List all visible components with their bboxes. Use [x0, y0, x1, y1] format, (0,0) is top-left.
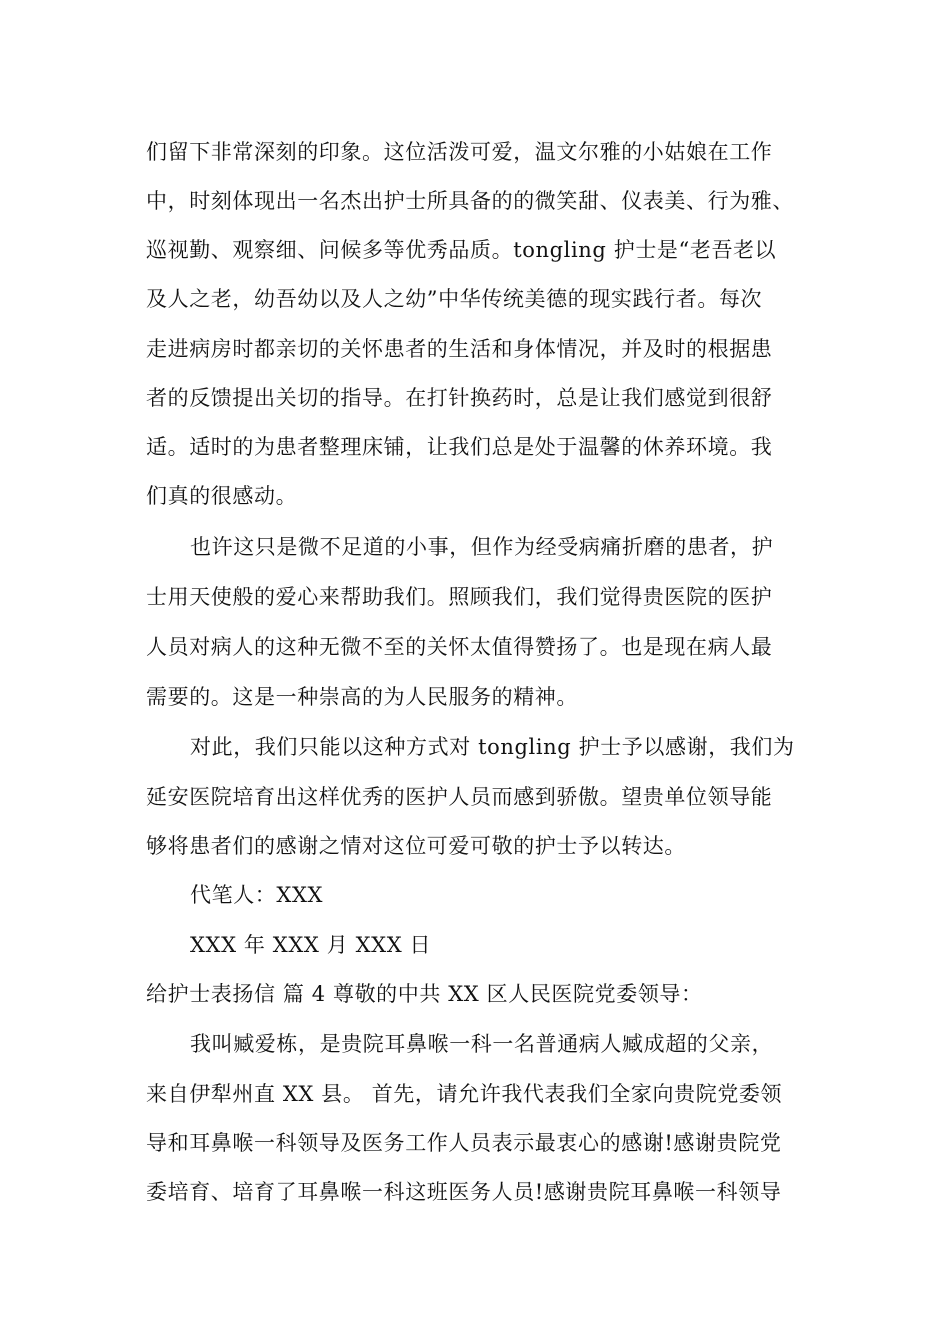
text-line-1: 们留下非常深刻的印象。这位活泼可爱，温文尔雅的小姑娘在工作 [146, 140, 773, 164]
text-line-13: 对此，我们只能以这种方式对 tongling 护士予以感谢，我们为 [190, 735, 795, 759]
text-line-2: 中，时刻体现出一名杰出护士所具备的的微笑甜、仪表美、行为雅、 [146, 189, 794, 213]
text-line-12: 需要的。这是一种崇高的为人民服务的精神。 [146, 685, 578, 709]
text-line-21: 导和耳鼻喉一科领导及医务工作人员表示最衷心的感谢!感谢贵院党 [146, 1131, 782, 1155]
text-line-6: 者的反馈提出关切的指导。在打针换药时，总是让我们感觉到很舒 [146, 386, 773, 410]
text-line-20: 来自伊犁州直 XX 县。 首先，请允许我代表我们全家向贵院党委领 [146, 1082, 783, 1106]
signature-line: 代笔人：XXX [190, 883, 324, 907]
text-line-19: 我叫臧爱栋，是贵院耳鼻喉一科一名普通病人臧成超的父亲， [190, 1032, 774, 1056]
text-line-14: 延安医院培育出这样优秀的医护人员而感到骄傲。望贵单位领导能 [146, 785, 773, 809]
text-line-10: 士用天使般的爱心来帮助我们。照顾我们，我们觉得贵医院的医护 [146, 585, 773, 609]
text-line-7: 适。适时的为患者整理床铺，让我们总是处于温馨的休养环境。我 [146, 435, 773, 459]
section-heading-line: 给护士表扬信 篇 4 尊敬的中共 XX 区人民医院党委领导： [146, 982, 703, 1006]
text-line-22: 委培育、培育了耳鼻喉一科这班医务人员!感谢贵院耳鼻喉一科领导 [146, 1180, 782, 1204]
text-line-9: 也许这只是微不足道的小事，但作为经受病痛折磨的患者，护 [190, 535, 774, 559]
text-line-11: 人员对病人的这种无微不至的关怀太值得赞扬了。也是现在病人最 [146, 635, 773, 659]
text-line-4: 及人之老，幼吾幼以及人之幼”中华传统美德的现实践行者。每次 [146, 287, 763, 311]
text-line-5: 走进病房时都亲切的关怀患者的生活和身体情况，并及时的根据患 [146, 337, 773, 361]
text-line-15: 够将患者们的感谢之情对这位可爱可敬的护士予以转达。 [146, 834, 686, 858]
date-line: XXX 年 XXX 月 XXX 日 [190, 933, 432, 957]
text-line-8: 们真的很感动。 [146, 484, 298, 508]
text-line-3: 巡视勤、观察细、问候多等优秀品质。tongling 护士是“老吾老以 [146, 238, 777, 262]
